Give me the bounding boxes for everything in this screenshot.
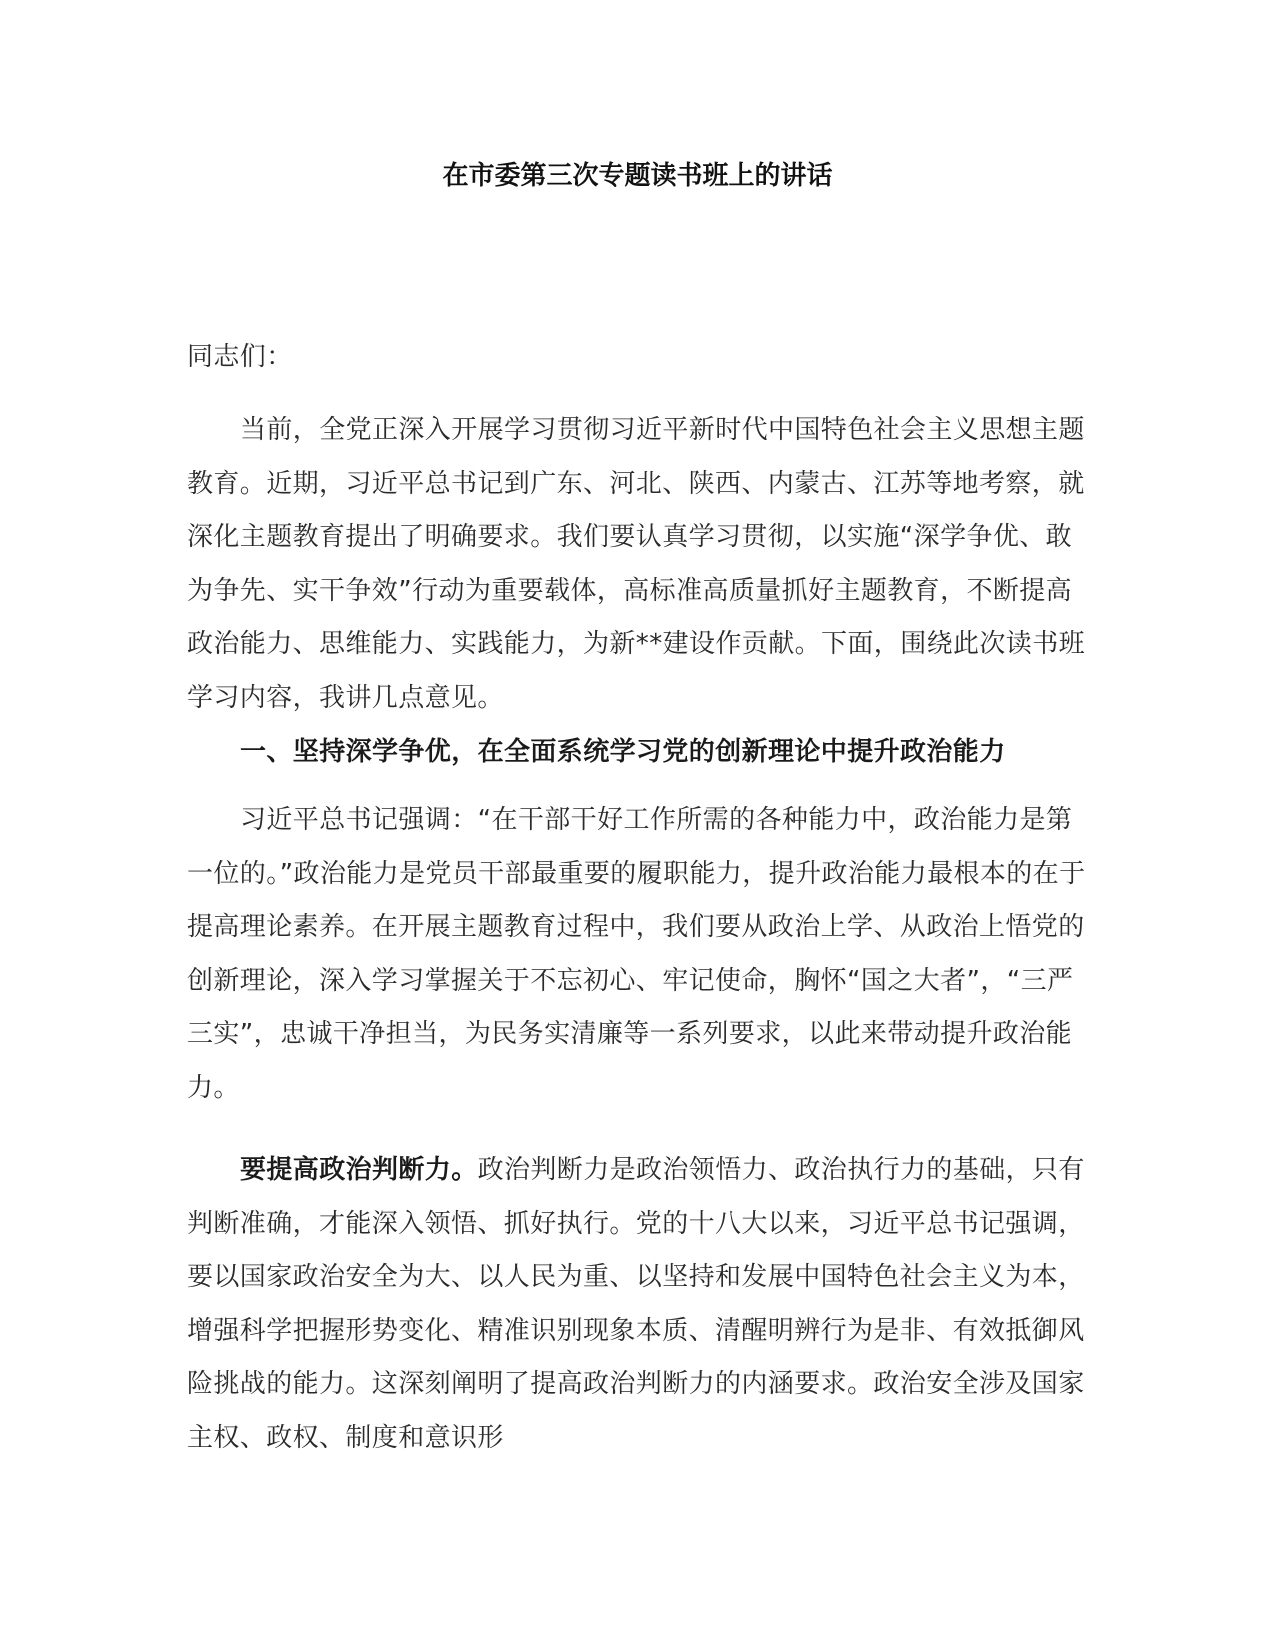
paragraph-lead-bold: 要提高政治判断力。 — [240, 1155, 478, 1185]
section-heading-1: 一、坚持深学争优，在全面系统学习党的创新理论中提升政治能力 — [240, 737, 1006, 767]
paragraph-body: 政治判断力是政治领悟力、政治执行力的基础，只有判断准确，才能深入领悟、抓好执行。党的十八大以来，习近平总书记强调，要以国家政治安全为大、以人民为重、以坚持和发展中国特色社会主义为本，增强科学把握形势变化、精准识别现象本质、清醒明辨行为是非、有效抵御风险挑战的能力。这深刻阐明了提高政治判断力的内涵要求。政治安全涉及国家主权、政权、制度和意识形 — [187, 1155, 1085, 1453]
paragraph-intro: 当前，全党正深入开展学习贯彻习近平新时代中国特色社会主义思想主题教育。近期，习近平总书记到广东、河北、陕西、内蒙古、江苏等地考察，就深化主题教育提出了明确要求。我们要认真学习贯彻，以实施“深学争优、敢为争先、实干争效”行动为重要载体，高标准高质量抓好主题教育，不断提高政治能力、思维能力、实践能力，为新**建设作贡献。下面，围绕此次读书班学习内容，我讲几点意见。 — [187, 415, 1086, 713]
paragraph-political-judgment — [187, 1144, 1087, 1465]
document-title: 在市委第三次专题读书班上的讲话 — [442, 161, 833, 191]
greeting: 同志们： — [187, 342, 293, 372]
paragraph-section-1: 习近平总书记强调：“在干部干好工作所需的各种能力中，政治能力是第一位的。”政治能力是党员干部最重要的履职能力，提升政治能力最根本的在于提高理论素养。在开展主题教育过程中，我们要从政治上学、从政治上悟党的创新理论，深入学习掌握关于不忘初心、牢记使命，胸怀“国之大者”，“三严三实”，忠诚干净担当，为民务实清廉等一系列要求，以此来带动提升政治能力。 — [187, 805, 1086, 1103]
